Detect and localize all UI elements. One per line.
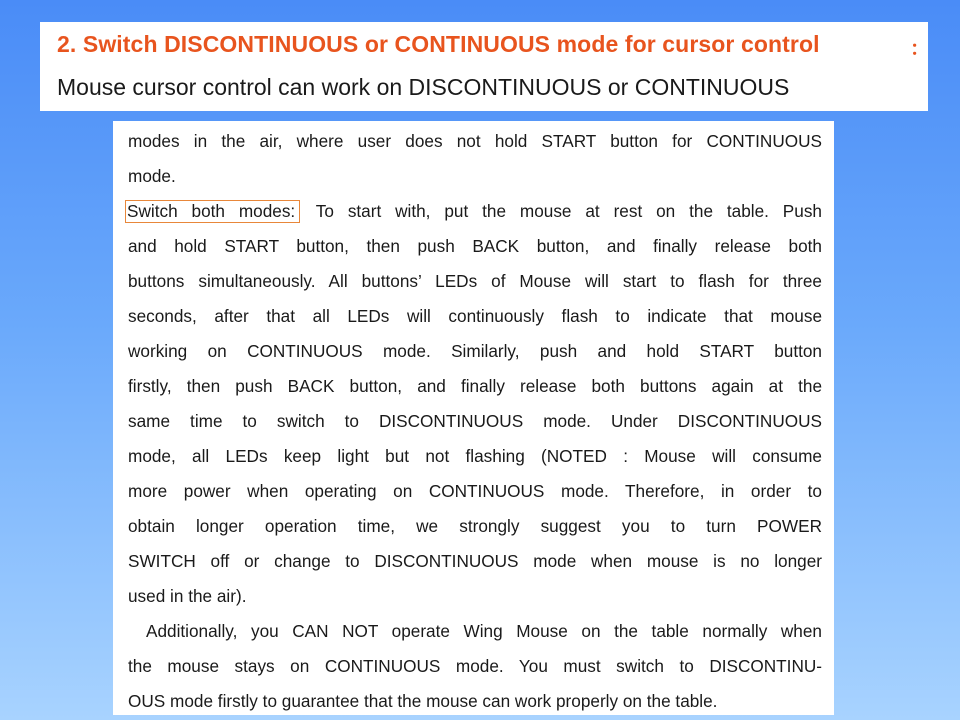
text-line: firstly, then push BACK button, and finally release both buttons again at the — [128, 376, 822, 396]
text-line: Additionally, you CAN NOT operate Wing Mouse on the table normally when — [146, 621, 822, 641]
heading-colon: ： — [910, 38, 930, 60]
intro-text: Mouse cursor control can work on DISCONTINUOUS or CONTINUOUS — [57, 74, 790, 100]
text-line: used in the air). — [128, 586, 247, 606]
switch-modes-label: Switch both modes: — [125, 200, 300, 223]
text-line: mode, all LEDs keep light but not flashing (NOTED : Mouse will consume — [128, 446, 822, 466]
text-line: working on CONTINUOUS mode. Similarly, push and hold START button — [128, 341, 822, 361]
text-line: obtain longer operation time, we strongly suggest you to turn POWER — [128, 516, 822, 536]
text-line: more power when operating on CONTINUOUS mode. Therefore, in order to — [128, 481, 822, 501]
text-line: OUS mode firstly to guarantee that the mouse can work properly on the table. — [128, 691, 718, 711]
text-line: same time to switch to DISCONTINUOUS mode. Under DISCONTINUOUS — [128, 411, 822, 431]
text-line: To start with, put the mouse at rest on the table. Push — [315, 201, 822, 221]
text-line: buttons simultaneously. All buttons’ LEDs of Mouse will start to flash for three — [128, 271, 822, 291]
text-line: SWITCH off or change to DISCONTINUOUS mode when mouse is no longer — [128, 551, 822, 571]
text-line: modes in the air, where user does not hold START button for CONTINUOUS — [128, 131, 822, 151]
text-line: and hold START button, then push BACK button, and finally release both — [128, 236, 822, 256]
heading-panel — [40, 22, 928, 111]
body-text — [128, 124, 822, 719]
text-line: the mouse stays on CONTINUOUS mode. You must switch to DISCONTINU- — [128, 656, 822, 676]
text-line: mode. — [128, 166, 176, 186]
text-line-with-label — [128, 194, 822, 229]
text-line: seconds, after that all LEDs will continuously flash to indicate that mouse — [128, 306, 822, 326]
section-heading: 2. Switch DISCONTINUOUS or CONTINUOUS mode for cursor control — [57, 31, 820, 57]
body-panel — [113, 121, 834, 715]
